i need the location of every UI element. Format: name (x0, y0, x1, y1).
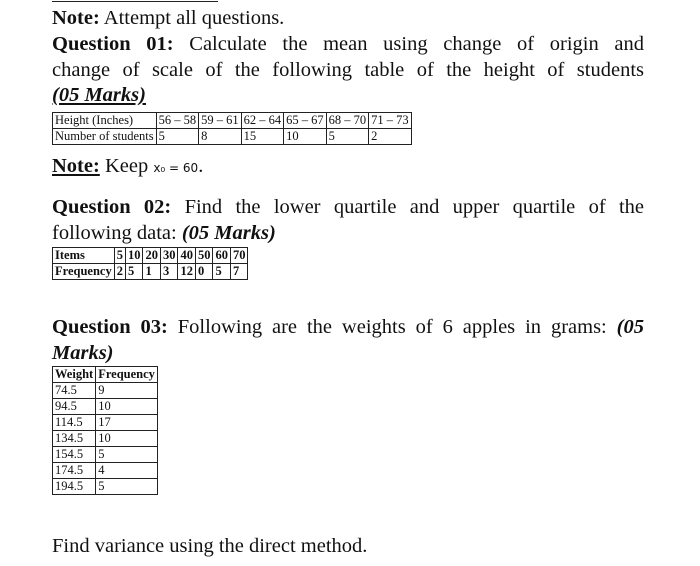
q2-line1-text: Find the lower quartile and upper quartile of the (171, 196, 644, 218)
q3-weight-cell: 94.5 (53, 399, 96, 415)
q3-weight-cell: 74.5 (53, 383, 96, 399)
q1-students-row (53, 129, 412, 145)
q2-item-cell: 20 (143, 248, 161, 264)
q1-students-cell: 15 (241, 129, 284, 145)
q1-students-cell: 8 (199, 129, 242, 145)
q1-class-cell: 68 – 70 (326, 113, 369, 129)
q2-items-row (53, 248, 248, 264)
q2-item-cell: 5 (114, 248, 125, 264)
q3-frequency-cell: 17 (96, 415, 158, 431)
q1-height-row (53, 113, 412, 129)
q2-frequency-cell: 3 (160, 264, 178, 280)
q3-weight-header: Weight (53, 367, 96, 383)
q1-note (52, 154, 644, 182)
q2-item-cell: 70 (230, 248, 248, 264)
q3-frequency-header: Frequency (96, 367, 158, 383)
q1-students-cell: 5 (156, 129, 199, 145)
q1-label: Question 01: (52, 33, 174, 55)
q2-frequency-cell: 5 (125, 264, 143, 280)
table-row (53, 383, 158, 399)
q2-item-cell: 60 (213, 248, 231, 264)
q1-students-header: Number of students (53, 129, 157, 145)
q3-weight-cell: 114.5 (53, 415, 96, 431)
q1-class-cell: 65 – 67 (284, 113, 327, 129)
q1-note-end: . (198, 155, 204, 177)
table-row (53, 447, 158, 463)
q1-height-table (52, 112, 412, 145)
table-row (53, 479, 158, 495)
q2-line-2 (52, 221, 644, 247)
q3-frequency-cell: 10 (96, 431, 158, 447)
q2-frequency-cell: 0 (195, 264, 213, 280)
q3-frequency-cell: 9 (96, 383, 158, 399)
table-row (53, 431, 158, 447)
q2-item-cell: 50 (195, 248, 213, 264)
q2-label: Question 02: (52, 196, 172, 218)
q3-label: Question 03: (52, 316, 168, 338)
q3-line-1 (52, 315, 644, 341)
table-row (53, 463, 158, 479)
q3-marks-part2: Marks) (52, 341, 114, 364)
q2-items-header: Items (53, 248, 115, 264)
q2-line-1 (52, 195, 644, 221)
q1-note-label: Note: (52, 155, 100, 177)
q1-line-2: change of scale of the following table of the height of students (52, 58, 644, 81)
note-text: Attempt all questions. (99, 7, 285, 29)
q2-frequency-cell: 1 (143, 264, 161, 280)
q1-students-cell: 2 (369, 129, 412, 145)
q3-frequency-cell: 10 (96, 399, 158, 415)
q1-class-cell: 56 – 58 (156, 113, 199, 129)
q2-frequency-cell: 7 (230, 264, 248, 280)
instructions-note (52, 6, 644, 32)
q3-frequency-cell: 4 (96, 463, 158, 479)
q3-frequency-cell: 5 (96, 447, 158, 463)
q1-class-cell: 62 – 64 (241, 113, 284, 129)
q2-item-cell: 40 (178, 248, 196, 264)
table-row (53, 415, 158, 431)
q1-students-cell: 10 (284, 129, 327, 145)
q1-line-1 (52, 32, 644, 58)
question-01 (52, 32, 644, 109)
q3-weight-cell: 174.5 (53, 463, 96, 479)
q1-line1-text: Calculate the mean using change of origin and (173, 33, 644, 55)
q2-frequency-header: Frequency (53, 264, 115, 280)
q1-marks-line (52, 83, 644, 109)
q3-weight-cell: 154.5 (53, 447, 96, 463)
x0-symbol: x₀ = 60 (153, 161, 199, 175)
q1-marks: (05 Marks) (52, 84, 146, 106)
q1-class-cell: 59 – 61 (199, 113, 242, 129)
q3-line1-text: Following are the weights of 6 apples in grams: (167, 316, 617, 338)
q1-students-cell: 5 (326, 129, 369, 145)
q2-frequency-cell: 12 (178, 264, 196, 280)
q3-line-2 (52, 341, 644, 367)
q2-frequency-row (53, 264, 248, 280)
q3-header-row (53, 367, 158, 383)
question-02 (52, 195, 644, 246)
q2-frequency-cell: 2 (114, 264, 125, 280)
q3-marks-part1: (05 (616, 316, 644, 338)
q3-closing-instruction: Find variance using the direct method. (52, 535, 368, 557)
q3-weight-cell: 194.5 (53, 479, 96, 495)
q2-frequency-table (52, 247, 248, 280)
q2-frequency-cell: 5 (213, 264, 231, 280)
q2-item-cell: 10 (125, 248, 143, 264)
table-row (53, 399, 158, 415)
q1-height-header: Height (Inches) (53, 113, 157, 129)
q2-line2-text: following data: (52, 221, 182, 244)
question-03 (52, 315, 644, 366)
q3-frequency-cell: 5 (96, 479, 158, 495)
q1-note-text: Keep (99, 155, 154, 177)
q2-marks: (05 Marks) (181, 221, 276, 244)
q1-class-cell: 71 – 73 (369, 113, 412, 129)
q2-item-cell: 30 (160, 248, 178, 264)
top-rule (52, 1, 218, 2)
note-label: Note: (52, 7, 100, 29)
q3-weight-table (52, 366, 158, 495)
q3-weight-cell: 134.5 (53, 431, 96, 447)
